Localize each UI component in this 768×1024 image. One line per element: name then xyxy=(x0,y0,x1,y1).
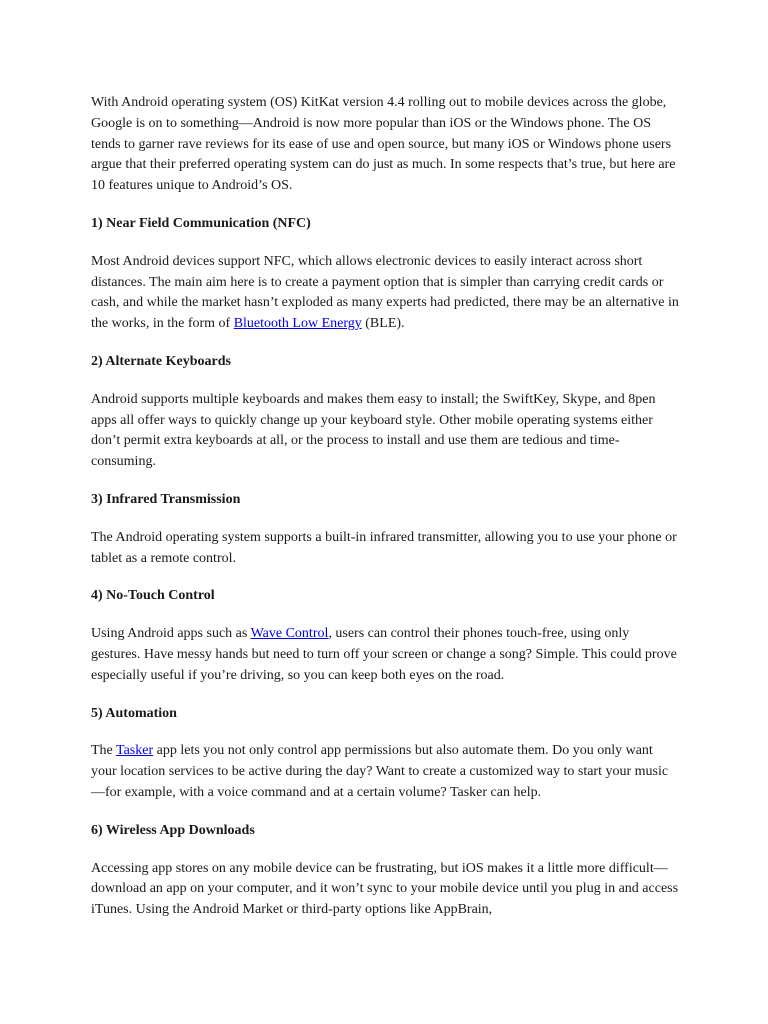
paragraph-text: Most Android devices support NFC, which allows electronic devices to easily interact across short distances. The main aim here is to create a payment option that is simpler than carrying credit cards or cash, and while the market hasn’t exploded as many experts had predicted, there may be an alternative in the works, in the form of xyxy=(91,253,679,332)
heading-wireless-app-downloads: 6) Wireless App Downloads xyxy=(91,822,255,838)
paragraph-infrared-transmission: The Android operating system supports a built-in infrared transmitter, allowing you to use your phone or tablet as a remote control. xyxy=(91,529,677,566)
link-wave-control[interactable]: Wave Control xyxy=(250,626,329,642)
document-page xyxy=(91,93,681,938)
link-bluetooth-low-energy[interactable]: Bluetooth Low Energy xyxy=(233,316,362,332)
paragraph-text: , users can control their phones touch-free, using only gestures. Have messy hands but need to turn off your screen or change a song? Simple. This could prove especially useful if you’re driving, so you can keep both eyes on the road. xyxy=(91,626,677,683)
paragraph-nfc xyxy=(91,252,681,335)
link-tasker[interactable]: Tasker xyxy=(116,743,154,759)
paragraph-text: (BLE). xyxy=(361,316,405,332)
heading-automation: 5) Automation xyxy=(91,705,177,721)
heading-alternate-keyboards: 2) Alternate Keyboards xyxy=(91,353,231,369)
heading-infrared-transmission: 3) Infrared Transmission xyxy=(91,491,241,507)
heading-no-touch-control: 4) No-Touch Control xyxy=(91,588,215,604)
heading-nfc: 1) Near Field Communication (NFC) xyxy=(91,215,311,231)
paragraph-automation xyxy=(91,741,681,803)
paragraph-text: Using Android apps such as xyxy=(91,626,251,642)
paragraph-wireless-app-downloads: Accessing app stores on any mobile device can be frustrating, but iOS makes it a little more difficult—download an app on your computer, and it won’t sync to your mobile device until you plug in and access iTunes. Using the Android Market or third-party options like AppBrain, xyxy=(91,860,679,918)
paragraph-text: app lets you not only control app permissions but also automate them. Do you only want your location services to be active during the day? Want to create a customized way to start your music—for example, with a voice command and at a certain volume? Tasker can help. xyxy=(91,743,669,800)
paragraph-alternate-keyboards: Android supports multiple keyboards and makes them easy to install; the SwiftKey, Skype, and 8pen apps all offer ways to quickly change up your keyboard style. Other mobile operating systems either don’t permit extra keyboards at all, or the process to install and use them are tedious and time-consuming. xyxy=(91,391,656,470)
paragraph-no-touch-control xyxy=(91,624,681,686)
paragraph-text: The xyxy=(91,743,117,759)
intro-paragraph: With Android operating system (OS) KitKat version 4.4 rolling out to mobile devices across the globe, Google is on to something—Android is now more popular than iOS or the Windows phone. The OS tends to garner rave reviews for its ease of use and open source, but many iOS or Windows phone users argue that their preferred operating system can do just as much. In some respects that’s true, but here are 10 features unique to Android’s OS. xyxy=(91,95,676,194)
